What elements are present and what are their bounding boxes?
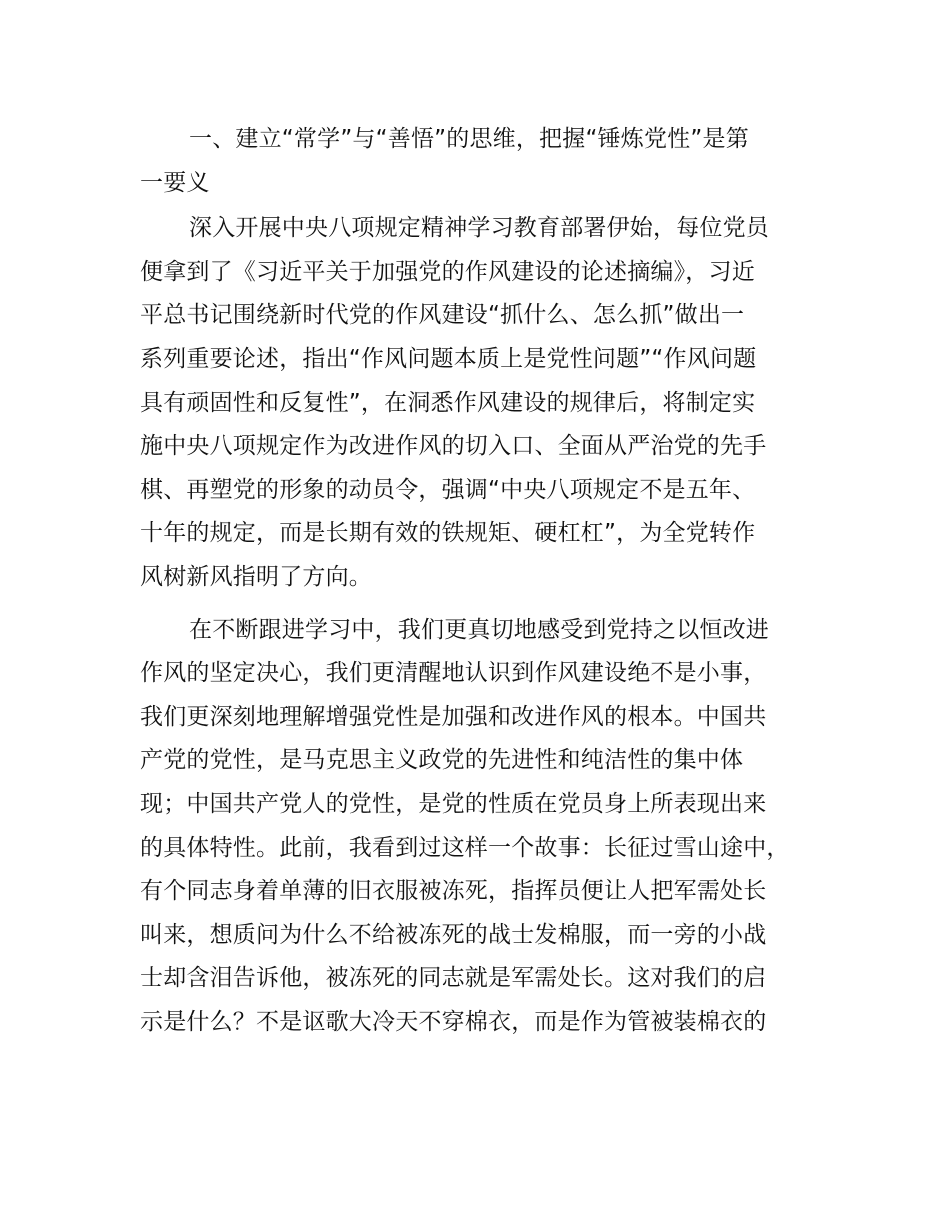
paragraph-line: 具有顽固性和反复性”，在洞悉作风建设的规律后，将制定实 <box>140 389 756 416</box>
paragraph-line: 士却含泪告诉他，被冻死的同志就是军需处长。这对我们的启 <box>140 965 767 992</box>
paragraph-line: 叫来，想质问为什么不给被冻死的战士发棉服，而一旁的小战 <box>140 921 767 948</box>
document-body <box>140 118 815 1044</box>
paragraph-line: 十年的规定，而是长期有效的铁规矩、硬杠杠”，为全党转作 <box>140 520 756 547</box>
heading-line: 一要义 <box>140 169 210 196</box>
paragraph-line: 便拿到了《习近平关于加强党的作风建设的论述摘编》，习近 <box>140 258 755 285</box>
spacer <box>140 600 815 609</box>
paragraph-line: 在不断跟进学习中，我们更真切地感受到党持之以恒改进 <box>189 616 769 643</box>
paragraph-line: 的具体特性。此前，我看到过这样一个故事：长征过雪山途中， <box>140 834 790 861</box>
paragraph <box>140 609 815 1045</box>
paragraph <box>140 207 815 599</box>
paragraph-line: 系列重要论述，指出“作风问题本质上是党性问题”“作风问题 <box>140 345 757 372</box>
paragraph-line: 产党的党性，是马克思主义政党的先进性和纯洁性的集中体 <box>140 747 744 774</box>
paragraph-line: 棋、再塑党的形象的动员令，强调“中央八项规定不是五年、 <box>140 476 756 503</box>
paragraph-line: 示是什么？不是讴歌大冷天不穿棉衣，而是作为管被装棉衣的 <box>140 1008 767 1035</box>
heading-line: 一、建立“常学”与“善悟”的思维，把握“锤炼党性”是第 <box>189 126 749 152</box>
paragraph-line: 平总书记围绕新时代党的作风建设“抓什么、怎么抓”做出一 <box>140 302 745 329</box>
section-heading <box>140 118 815 205</box>
paragraph-line: 风树新风指明了方向。 <box>140 563 372 590</box>
paragraph-line: 深入开展中央八项规定精神学习教育部署伊始，每位党员 <box>189 215 769 242</box>
paragraph-line: 现；中国共产党人的党性，是党的性质在党员身上所表现出来 <box>140 790 767 817</box>
paragraph-line: 作风的坚定决心，我们更清醒地认识到作风建设绝不是小事， <box>140 660 767 687</box>
paragraph-line: 施中央八项规定作为改进作风的切入口、全面从严治党的先手 <box>140 433 767 460</box>
paragraph-line: 我们更深刻地理解增强党性是加强和改进作风的根本。中国共 <box>140 703 767 730</box>
paragraph-line: 有个同志身着单薄的旧衣服被冻死，指挥员便让人把军需处长 <box>140 878 767 905</box>
